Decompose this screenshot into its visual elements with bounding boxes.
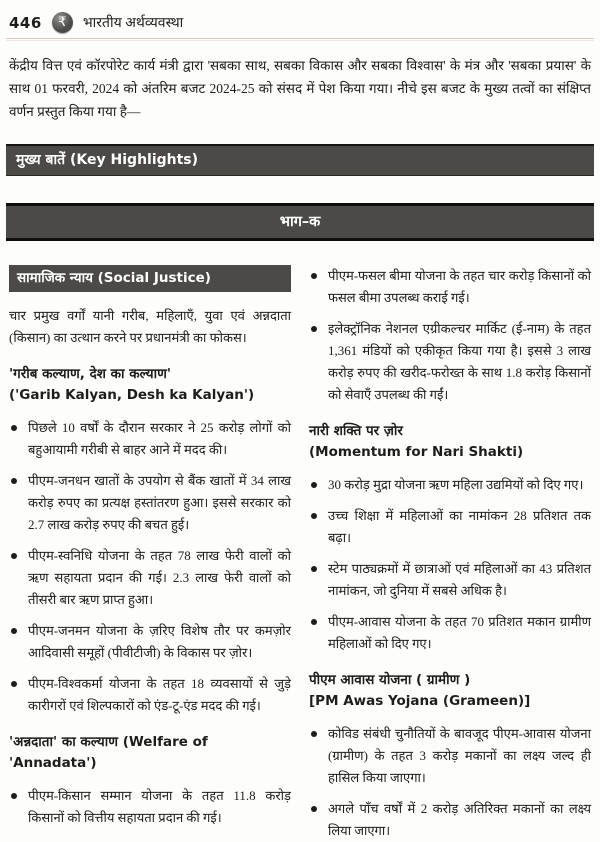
bullet-text: पीएम-जनधन खातों के उपयोग से बैंक खातों में 34 लाख करोड़ रुपए का प्रत्यक्ष हस्तांतरण हुआ। इससे सरकार को 2.7 लाख करोड़ रुपए की बचत हुई। <box>28 473 291 532</box>
bullet-item <box>9 620 291 664</box>
bullet-item <box>309 558 591 602</box>
left-column <box>9 265 291 842</box>
bullet-icon <box>311 326 317 332</box>
bullet-text: पीएम-आवास योजना के तहत 70 प्रतिशत मकान ग्रामीण महिलाओं को दिए गए। <box>328 614 591 651</box>
bullet-item <box>9 673 291 717</box>
bullet-text: अगले पाँच वर्षों में 2 करोड़ अतिरिक्त मकानों का लक्ष्य लिया जाएगा। <box>328 801 591 838</box>
bullet-item <box>309 611 591 655</box>
bullet-icon <box>11 793 17 799</box>
header-divider <box>6 38 594 41</box>
page-header <box>6 10 594 38</box>
bullet-icon <box>311 566 317 572</box>
book-title: भारतीय अर्थव्यवस्था <box>82 16 184 31</box>
bullet-text: कोविड संबंधी चुनौतियों के बावजूद पीएम-आवास योजना (ग्रामीण) के तहत 3 करोड़ मकानों का लक्ष्य जल्द ही हासिल किया जाएगा। <box>328 726 591 785</box>
sub-heading-line: ('Garib Kalyan, Desh ka Kalyan') <box>9 387 255 403</box>
bullet-item <box>309 505 591 549</box>
bullet-item <box>309 798 591 842</box>
bullet-icon <box>311 273 317 279</box>
sub-heading <box>309 421 591 463</box>
bullet-text: पिछले 10 वर्षों के दौरान सरकार ने 25 करोड़ लोगों को बहुआयामी गरीबी से बाहर आने में मदद की। <box>28 420 291 457</box>
bullet-icon <box>11 628 17 634</box>
two-column-layout <box>6 265 594 842</box>
bullet-icon <box>11 478 17 484</box>
sub-heading <box>309 670 591 712</box>
bullet-text: पीएम-फसल बीमा योजना के तहत चार करोड़ किसानों को फसल बीमा उपलब्ध कराई गई। <box>328 268 591 305</box>
bullet-icon <box>11 425 17 431</box>
bullet-item <box>9 545 291 611</box>
bullet-item <box>309 723 591 789</box>
banner-part-ka: भाग–क <box>6 203 594 241</box>
bullet-text: पीएम-जनमन योजना के ज़रिए विशेष तौर पर कमज़ोर आदिवासी समूहों (पीवीटीजी) के विकास पर ज़ोर। <box>28 623 291 660</box>
sub-heading-line: (Momentum for Nari Shakti) <box>309 444 524 460</box>
sub-heading <box>9 732 291 774</box>
section-header: सामाजिक न्याय (Social Justice) <box>9 265 291 292</box>
sub-heading-line: पीएम आवास योजना ( ग्रामीण ) <box>309 672 471 688</box>
intro-paragraph: केंद्रीय वित्त एवं कॉरपोरेट कार्य मंत्री द्वारा 'सबका साथ, सबका विकास और सबका विश्वास' के मंत्र और 'सबका प्रयास' के साथ 01 फरवरी, 2024 को अंतरिम बजट 2024-25 को संसद में पेश किया गया। नीचे इस बजट के मुख्य तत्वों का संक्षिप्त वर्णन प्रस्तुत किया गया है— <box>9 58 591 119</box>
bullet-text: पीएम-स्वनिधि योजना के तहत 78 लाख फेरी वालों को ऋण सहायता प्रदान की गई। 2.3 लाख फेरी वालों को तीसरी बार ऋण प्राप्त हुआ। <box>28 548 291 607</box>
bullet-item <box>9 470 291 536</box>
rupee-circle-icon <box>52 12 73 33</box>
sub-heading-line: नारी शक्ति पर ज़ोर <box>309 423 403 439</box>
bullet-text: इलेक्ट्रॉनिक नेशनल एग्रीकल्चर मार्किट (ई-नाम) के तहत 1,361 मंडियों को एकीकृत किया गया है। इससे 3 लाख करोड़ रुपए की खरीद-फरोख्त के साथ 1.8 करोड़ किसानों को सेवाएँ उपलब्ध की गईं। <box>328 321 591 402</box>
sub-heading-line: 'गरीब कल्याण, देश का कल्याण' <box>9 366 171 382</box>
bullet-icon <box>11 553 17 559</box>
bullet-item <box>309 318 591 406</box>
bullet-icon <box>311 619 317 625</box>
bullet-item <box>309 474 591 496</box>
bullet-text: पीएम-किसान सम्मान योजना के तहत 11.8 करोड़ किसानों को वित्तीय सहायता प्रदान की गई। <box>28 788 291 825</box>
sub-heading-line: 'अन्नदाता' का कल्याण (Welfare of 'Annadata') <box>9 734 208 771</box>
bullet-item <box>309 265 591 309</box>
rupee-glyph: ₹ <box>58 15 67 30</box>
bullet-icon <box>311 806 317 812</box>
bullet-text: स्टेम पाठ्यक्रमों में छात्राओं एवं महिलाओं का 43 प्रतिशत नामांकन, जो दुनिया में सबसे अधिक है। <box>328 561 591 598</box>
bullet-text: उच्च शिक्षा में महिलाओं का नामांकन 28 प्रतिशत तक बढ़ा। <box>328 508 591 545</box>
bullet-item <box>9 417 291 461</box>
bullet-icon <box>311 482 317 488</box>
paragraph: चार प्रमुख वर्गों यानी गरीब, महिलाएँ, युवा एवं अन्नदाता (किसान) का उत्थान करने पर प्रधानमंत्री का फोकस। <box>9 308 291 345</box>
bullet-icon <box>311 513 317 519</box>
right-column <box>309 265 591 842</box>
sub-heading <box>9 364 291 406</box>
sub-heading-line: [PM Awas Yojana (Grameen)] <box>309 693 531 709</box>
bullet-text: पीएम-विश्वकर्मा योजना के तहत 18 व्यवसायों से जुड़े कारीगरों एवं शिल्पकारों को एंड-टू-एंड मदद की गई। <box>28 676 291 713</box>
bullet-icon <box>311 731 317 737</box>
bullet-item <box>9 785 291 829</box>
banner-key-highlights: मुख्य बातें (Key Highlights) <box>6 144 594 176</box>
page-number: 446 <box>9 13 42 32</box>
bullet-icon <box>11 681 17 687</box>
bullet-text: 30 करोड़ मुद्रा योजना ऋण महिला उद्यमियों को दिए गए। <box>328 477 584 492</box>
